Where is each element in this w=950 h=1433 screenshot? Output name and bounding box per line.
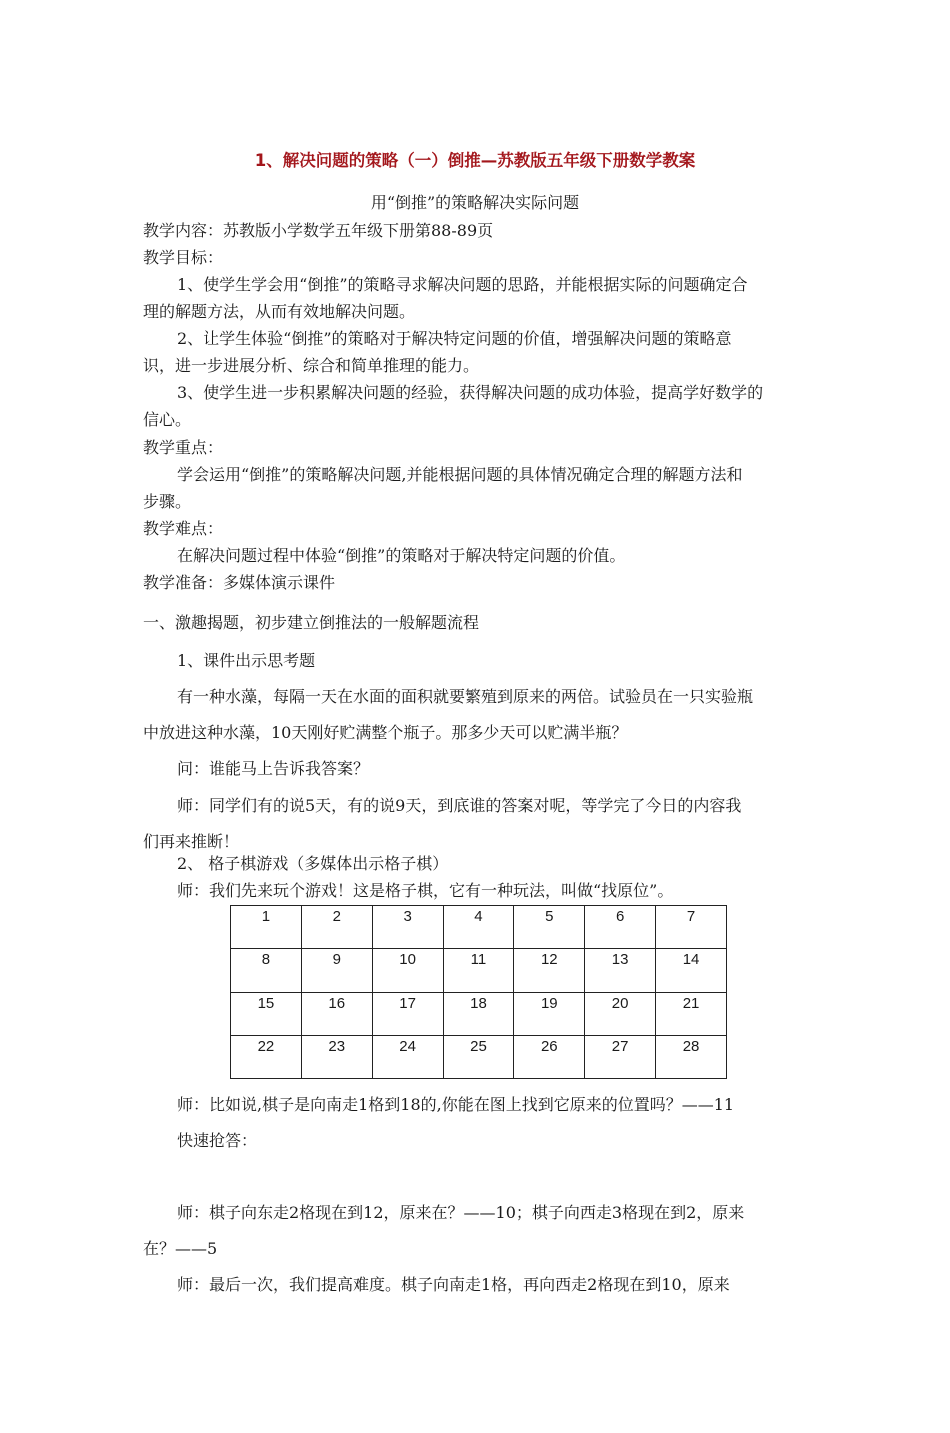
grid-cell: 10	[372, 949, 443, 992]
teacher-remark-3-line-1: 师：棋子向东走2格现在到12，原来在？——10；棋子向西走3格现在到2，原来	[177, 1203, 745, 1222]
objective-3-line-1: 3、使学生进一步积累解决问题的经验，获得解决问题的成功体验，提高学好数学的	[177, 383, 764, 402]
document-subtitle: 用“倒推”的策略解决实际问题	[370, 193, 580, 212]
grid-cell: 5	[514, 906, 585, 949]
grid-cell: 13	[585, 949, 656, 992]
section-1-item-1: 1、课件出示思考题	[177, 651, 316, 670]
grid-cell: 12	[514, 949, 585, 992]
example-question: 师：比如说,棋子是向南走1格到18的,你能在图上找到它原来的位置吗？——11	[177, 1095, 735, 1114]
grid-cell: 4	[443, 906, 514, 949]
grid-board	[230, 905, 727, 1079]
grid-cell: 28	[656, 1035, 727, 1078]
grid-cell: 25	[443, 1035, 514, 1078]
preparation: 教学准备：多媒体演示课件	[143, 573, 336, 592]
grid-cell: 24	[372, 1035, 443, 1078]
grid-row	[231, 949, 727, 992]
teacher-remark-1-line-1: 师：同学们有的说5天，有的说9天，到底谁的答案对呢，等学完了今日的内容我	[177, 796, 742, 815]
quick-answer-label: 快速抢答：	[177, 1131, 258, 1150]
grid-cell: 6	[585, 906, 656, 949]
objectives-label: 教学目标：	[143, 248, 224, 267]
problem-line-1: 有一种水藻，每隔一天在水面的面积就要繁殖到原来的两倍。试验员在一只实验瓶	[177, 687, 754, 706]
difficulty-text: 在解决问题过程中体验“倒推”的策略对于解决特定问题的价值。	[177, 546, 626, 565]
grid-cell: 19	[514, 992, 585, 1035]
grid-cell: 27	[585, 1035, 656, 1078]
grid-cell: 7	[656, 906, 727, 949]
key-points-line-1: 学会运用“倒推”的策略解决问题,并能根据问题的具体情况确定合理的解题方法和	[177, 465, 743, 484]
grid-row	[231, 1035, 727, 1078]
teacher-remark-4: 师：最后一次，我们提高难度。棋子向南走1格，再向西走2格现在到10，原来	[177, 1275, 730, 1294]
objective-2-line-1: 2、让学生体验“倒推”的策略对于解决特定问题的价值，增强解决问题的策略意	[177, 329, 732, 348]
teacher-remark-1-line-2: 们再来推断！	[143, 832, 240, 851]
grid-cell: 22	[231, 1035, 302, 1078]
difficulty-label: 教学难点：	[143, 519, 224, 538]
section-1-item-2: 2、 格子棋游戏（多媒体出示格子棋）	[177, 854, 449, 873]
teacher-remark-2: 师：我们先来玩个游戏！这是格子棋，它有一种玩法，叫做“找原位”。	[177, 881, 674, 900]
grid-cell: 9	[301, 949, 372, 992]
key-points-line-2: 步骤。	[143, 492, 192, 511]
objective-3-line-2: 信心。	[143, 410, 192, 429]
teacher-remark-3-line-2: 在？——5	[143, 1239, 218, 1258]
grid-cell: 3	[372, 906, 443, 949]
section-1-heading: 一、激趣揭题，初步建立倒推法的一般解题流程	[143, 613, 480, 632]
grid-row	[231, 992, 727, 1035]
grid-cell: 16	[301, 992, 372, 1035]
grid-row	[231, 906, 727, 949]
grid-cell: 15	[231, 992, 302, 1035]
grid-cell: 17	[372, 992, 443, 1035]
objective-2-line-2: 识，进一步进展分析、综合和简单推理的能力。	[143, 356, 480, 375]
objective-1-line-1: 1、使学生学会用“倒推”的策略寻求解决问题的思路，并能根据实际的问题确定合	[177, 275, 748, 294]
question: 问：谁能马上告诉我答案？	[177, 759, 370, 778]
grid-cell: 20	[585, 992, 656, 1035]
key-points-label: 教学重点：	[143, 438, 224, 457]
grid-cell: 21	[656, 992, 727, 1035]
grid-cell: 1	[231, 906, 302, 949]
grid-cell: 26	[514, 1035, 585, 1078]
problem-line-2: 中放进这种水藻，10天刚好贮满整个瓶子。那多少天可以贮满半瓶？	[143, 723, 628, 742]
grid-cell: 8	[231, 949, 302, 992]
grid-cell: 14	[656, 949, 727, 992]
objective-1-line-2: 理的解题方法，从而有效地解决问题。	[143, 302, 416, 321]
grid-cell: 23	[301, 1035, 372, 1078]
document-title: 1、解决问题的策略（一）倒推—苏教版五年级下册数学教案	[254, 151, 696, 170]
teaching-content: 教学内容：苏教版小学数学五年级下册第88-89页	[143, 221, 494, 240]
grid-cell: 18	[443, 992, 514, 1035]
grid-cell: 11	[443, 949, 514, 992]
grid-cell: 2	[301, 906, 372, 949]
